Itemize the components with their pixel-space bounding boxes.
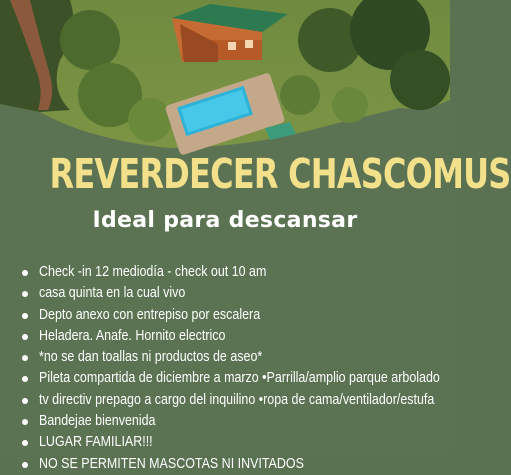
- bullet-icon: [22, 313, 28, 319]
- bullet-icon: [22, 398, 28, 404]
- page-subtitle: Ideal para descansar: [92, 208, 358, 233]
- aerial-house-pool-icon: [0, 0, 450, 150]
- page-title: REVERDECER CHASCOMUS: [49, 150, 511, 198]
- list-item: casa quinta en la cual vivo: [22, 283, 448, 304]
- list-item: Check -in 12 mediodía - check out 10 am: [22, 262, 448, 283]
- bullet-icon: [22, 462, 28, 468]
- list-item: Depto anexo con entrepiso por escalera: [22, 305, 448, 326]
- bullet-icon: [22, 291, 28, 297]
- bullet-icon: [22, 419, 28, 425]
- aerial-photo: [0, 0, 450, 150]
- bullet-icon: [22, 440, 28, 446]
- bullet-icon: [22, 355, 28, 361]
- bullet-icon: [22, 376, 28, 382]
- bullet-icon: [22, 334, 28, 340]
- list-item: NO SE PERMITEN MASCOTAS NI INVITADOS: [22, 454, 448, 475]
- list-item: Heladera. Anafe. Hornito electrico: [22, 326, 448, 347]
- feature-list: [22, 262, 448, 475]
- list-item: Bandejae bienvenida: [22, 411, 448, 432]
- list-item: tv directiv prepago a cargo del inquilino •ropa de cama/ventilador/estufa: [22, 390, 448, 411]
- list-item: LUGAR FAMILIAR!!!: [22, 432, 448, 453]
- bullet-icon: [22, 270, 28, 276]
- list-item: *no se dan toallas ni productos de aseo*: [22, 347, 448, 368]
- list-item: Pileta compartida de diciembre a marzo •Parrilla/amplio parque arbolado: [22, 368, 448, 389]
